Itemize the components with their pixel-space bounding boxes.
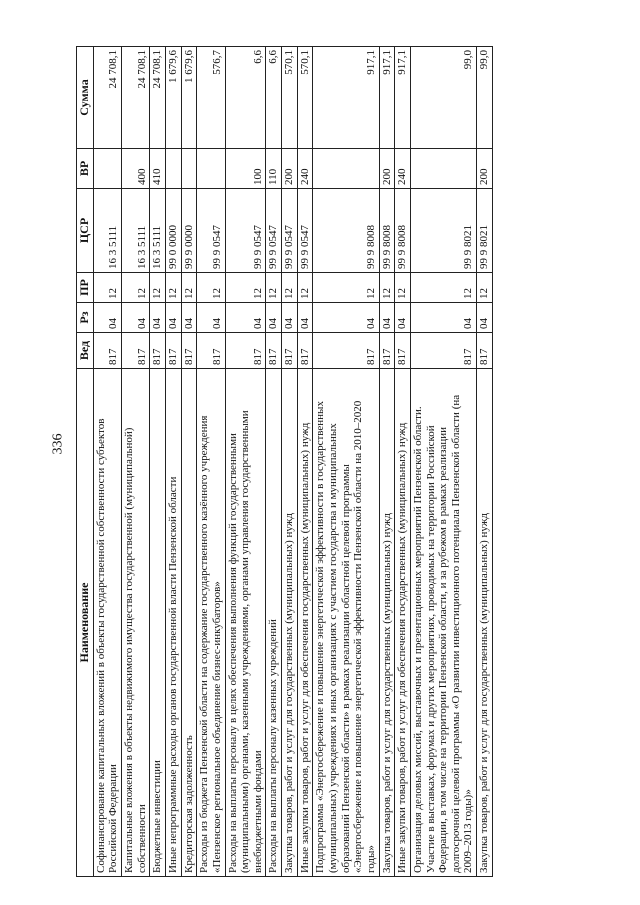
cell-sum: 570,1 bbox=[282, 47, 298, 149]
cell-rz: 04 bbox=[93, 303, 121, 333]
cell-csr: 99 9 0547 bbox=[282, 189, 298, 273]
cell-vr bbox=[313, 149, 379, 189]
cell-csr: 99 9 8008 bbox=[395, 189, 411, 273]
cell-csr: 99 9 0547 bbox=[197, 189, 225, 273]
cell-rz: 04 bbox=[166, 303, 182, 333]
cell-sum: 1 679,6 bbox=[166, 47, 182, 149]
cell-vr: 400 bbox=[122, 149, 150, 189]
cell-name: Подпрограмма «Энергосбережение и повышение энергетической эффективности в государственных (муниципальных) учреждениях и иных организациях с участием государства и муниципальных образований Пензенской области» в рамках реализации областной целевой программы «Энергосбережение и повышение энергетической эффективности Пензенской области на 2010–2020 годы» bbox=[313, 369, 379, 877]
cell-sum: 917,1 bbox=[395, 47, 411, 149]
cell-name: Расходы на выплаты персоналу в целях обеспечения выполнения функций государственными (муниципальными) органами, казенными учреждениями, органами управления государственными внебюджетными фондами bbox=[225, 369, 266, 877]
cell-sum: 6,6 bbox=[266, 47, 282, 149]
cell-name: Закупка товаров, работ и услуг для государственных (муниципальных) нужд bbox=[282, 369, 298, 877]
cell-ved: 817 bbox=[225, 333, 266, 369]
cell-name: Иные закупки товаров, работ и услуг для обеспечения государственных (муниципальных) нужд bbox=[395, 369, 411, 877]
cell-ved: 817 bbox=[166, 333, 182, 369]
cell-rz: 04 bbox=[410, 303, 476, 333]
header-vr: ВР bbox=[77, 149, 94, 189]
cell-ved: 817 bbox=[379, 333, 395, 369]
cell-name: Бюджетные инвестиции bbox=[150, 369, 166, 877]
cell-rz: 04 bbox=[282, 303, 298, 333]
cell-pr: 12 bbox=[93, 273, 121, 303]
table-row bbox=[181, 47, 197, 877]
cell-pr: 12 bbox=[181, 273, 197, 303]
cell-pr: 12 bbox=[122, 273, 150, 303]
cell-pr: 12 bbox=[313, 273, 379, 303]
header-csr: ЦСР bbox=[77, 189, 94, 273]
cell-rz: 04 bbox=[297, 303, 313, 333]
cell-name: Софинансирование капитальных вложений в объекты государственной собственности субъектов Российской Федерации bbox=[93, 369, 121, 877]
table-row bbox=[313, 47, 379, 877]
cell-sum: 917,1 bbox=[313, 47, 379, 149]
cell-csr: 16 3 5111 bbox=[122, 189, 150, 273]
header-pr: ПР bbox=[77, 273, 94, 303]
table-row bbox=[410, 47, 476, 877]
header-name: Наименование bbox=[77, 369, 94, 877]
table-row bbox=[395, 47, 411, 877]
cell-csr: 99 9 8021 bbox=[477, 189, 493, 273]
cell-pr: 12 bbox=[225, 273, 266, 303]
cell-csr: 99 9 0547 bbox=[266, 189, 282, 273]
cell-rz: 04 bbox=[150, 303, 166, 333]
table-row bbox=[93, 47, 121, 877]
cell-sum: 99,0 bbox=[477, 47, 493, 149]
cell-vr: 100 bbox=[225, 149, 266, 189]
cell-vr: 240 bbox=[395, 149, 411, 189]
cell-sum: 917,1 bbox=[379, 47, 395, 149]
cell-pr: 12 bbox=[197, 273, 225, 303]
cell-pr: 12 bbox=[477, 273, 493, 303]
cell-ved: 817 bbox=[395, 333, 411, 369]
cell-ved: 817 bbox=[197, 333, 225, 369]
cell-name: Расходы на выплаты персоналу казенных учреждений bbox=[266, 369, 282, 877]
header-rz: Рз bbox=[77, 303, 94, 333]
cell-csr: 99 9 0000 bbox=[181, 189, 197, 273]
cell-vr bbox=[197, 149, 225, 189]
cell-name: Организация деловых миссий, выставочных и презентационных мероприятий Пензенской области. Участие в выставках, форумах и других мероприятиях, проводимых на территории Российской Федерации, в том числе на территории Пензенской области, и за рубежом в рамках реализации долгосрочной целевой программы «О развитии инвестиционного потенциала Пензенской области (на 2009–2013 годы)» bbox=[410, 369, 476, 877]
table-row bbox=[477, 47, 493, 877]
header-ved: Вед bbox=[77, 333, 94, 369]
cell-csr: 99 0 0000 bbox=[166, 189, 182, 273]
cell-name: Закупка товаров, работ и услуг для государственных (муниципальных) нужд bbox=[379, 369, 395, 877]
cell-pr: 12 bbox=[379, 273, 395, 303]
cell-ved: 817 bbox=[297, 333, 313, 369]
cell-csr: 99 9 8008 bbox=[313, 189, 379, 273]
cell-pr: 12 bbox=[266, 273, 282, 303]
cell-vr: 200 bbox=[379, 149, 395, 189]
cell-csr: 99 9 8021 bbox=[410, 189, 476, 273]
cell-sum: 1 679,6 bbox=[181, 47, 197, 149]
cell-name: Иные непрограммные расходы органов государственной власти Пензенской области bbox=[166, 369, 182, 877]
cell-ved: 817 bbox=[477, 333, 493, 369]
cell-vr bbox=[93, 149, 121, 189]
table-row bbox=[150, 47, 166, 877]
cell-vr: 110 bbox=[266, 149, 282, 189]
cell-rz: 04 bbox=[181, 303, 197, 333]
cell-name: Кредиторская задолженность bbox=[181, 369, 197, 877]
cell-vr bbox=[181, 149, 197, 189]
header-row bbox=[77, 47, 94, 877]
cell-vr: 410 bbox=[150, 149, 166, 189]
cell-sum: 24 708,1 bbox=[93, 47, 121, 149]
table-row bbox=[282, 47, 298, 877]
cell-pr: 12 bbox=[395, 273, 411, 303]
cell-pr: 12 bbox=[166, 273, 182, 303]
header-sum: Сумма bbox=[77, 47, 94, 149]
page-number: 336 bbox=[50, 433, 66, 455]
cell-pr: 12 bbox=[282, 273, 298, 303]
cell-csr: 99 9 8008 bbox=[379, 189, 395, 273]
cell-sum: 99,0 bbox=[410, 47, 476, 149]
table-row bbox=[122, 47, 150, 877]
table-row bbox=[266, 47, 282, 877]
cell-sum: 24 708,1 bbox=[122, 47, 150, 149]
cell-ved: 817 bbox=[93, 333, 121, 369]
table-row bbox=[166, 47, 182, 877]
cell-pr: 12 bbox=[150, 273, 166, 303]
cell-csr: 99 9 0547 bbox=[225, 189, 266, 273]
cell-ved: 817 bbox=[122, 333, 150, 369]
cell-name: Иные закупки товаров, работ и услуг для обеспечения государственных (муниципальных) нужд bbox=[297, 369, 313, 877]
cell-rz: 04 bbox=[379, 303, 395, 333]
cell-ved: 817 bbox=[282, 333, 298, 369]
cell-name: Расходы из бюджета Пензенской области на содержание государственного казённого учреждения «Пензенское региональное объединение бизнес-инкубаторов» bbox=[197, 369, 225, 877]
table-row bbox=[225, 47, 266, 877]
cell-ved: 817 bbox=[181, 333, 197, 369]
cell-rz: 04 bbox=[197, 303, 225, 333]
cell-ved: 817 bbox=[150, 333, 166, 369]
cell-rz: 04 bbox=[266, 303, 282, 333]
cell-ved: 817 bbox=[410, 333, 476, 369]
cell-ved: 817 bbox=[313, 333, 379, 369]
table-row bbox=[197, 47, 225, 877]
cell-csr: 99 9 0547 bbox=[297, 189, 313, 273]
cell-sum: 24 708,1 bbox=[150, 47, 166, 149]
cell-rz: 04 bbox=[225, 303, 266, 333]
cell-pr: 12 bbox=[297, 273, 313, 303]
cell-rz: 04 bbox=[313, 303, 379, 333]
cell-vr bbox=[166, 149, 182, 189]
cell-rz: 04 bbox=[122, 303, 150, 333]
cell-pr: 12 bbox=[410, 273, 476, 303]
cell-rz: 04 bbox=[477, 303, 493, 333]
cell-sum: 570,1 bbox=[297, 47, 313, 149]
budget-table bbox=[76, 46, 493, 877]
cell-vr bbox=[410, 149, 476, 189]
cell-csr: 16 3 5111 bbox=[150, 189, 166, 273]
table-row bbox=[297, 47, 313, 877]
cell-vr: 240 bbox=[297, 149, 313, 189]
table-row bbox=[379, 47, 395, 877]
cell-vr: 200 bbox=[282, 149, 298, 189]
cell-rz: 04 bbox=[395, 303, 411, 333]
cell-name: Капитальные вложения в объекты недвижимого имущества государственной (муниципальной) собственности bbox=[122, 369, 150, 877]
cell-sum: 576,7 bbox=[197, 47, 225, 149]
cell-name: Закупка товаров, работ и услуг для государственных (муниципальных) нужд bbox=[477, 369, 493, 877]
cell-csr: 16 3 5111 bbox=[93, 189, 121, 273]
rotated-table-wrapper bbox=[76, 47, 612, 877]
cell-ved: 817 bbox=[266, 333, 282, 369]
table-body bbox=[93, 47, 492, 877]
cell-sum: 6,6 bbox=[225, 47, 266, 149]
cell-vr: 200 bbox=[477, 149, 493, 189]
